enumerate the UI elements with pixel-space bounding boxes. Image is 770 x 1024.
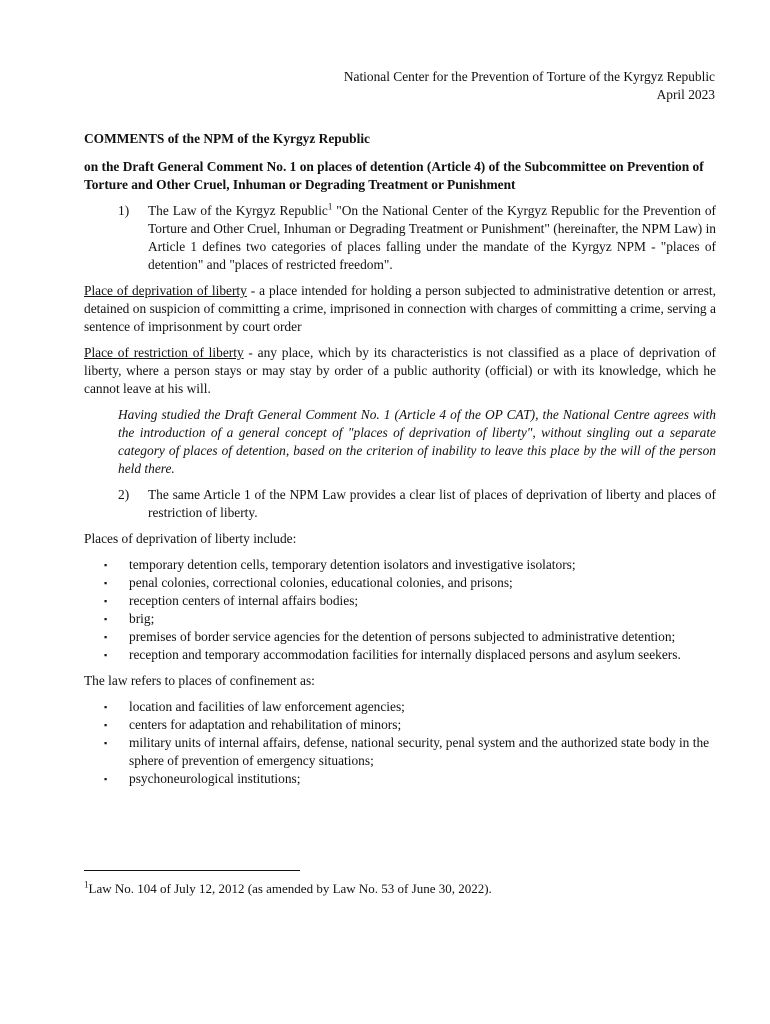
bullet-icon: ▪ (104, 650, 108, 660)
footnote-divider (84, 870, 300, 871)
footnote (84, 880, 492, 898)
list-intro-confinement: The law refers to places of confinement as: (84, 673, 315, 688)
list-item: ▪ penal colonies, correctional colonies, educational colonies, and prisons; (104, 575, 513, 590)
definition-term: Place of deprivation of liberty (84, 283, 247, 298)
item-number: 2) (118, 487, 130, 502)
numbered-item-2 (84, 486, 716, 522)
footnote-mark: 1 (84, 879, 89, 890)
bullet-icon: ▪ (104, 632, 108, 642)
definition-deprivation (84, 282, 716, 336)
item-text: The same Article 1 of the NPM Law provides a clear list of places of deprivation of liberty and places of restriction of liberty. (148, 487, 716, 520)
list-item: ▪ location and facilities of law enforcement agencies; (104, 699, 405, 714)
definition-term: Place of restriction of liberty (84, 345, 244, 360)
definition-text: - any place, which by its characteristics is not classified as a place of deprivation of liberty, where a person stays or may stay by order of a public authority (official) or with its knowledge, which he cannot leave at his will. (84, 345, 716, 396)
header-date: April 2023 (656, 87, 715, 102)
list-item: ▪ temporary detention cells, temporary detention isolators and investigative isolators; (104, 557, 576, 572)
document-title: COMMENTS of the NPM of the Kyrgyz Republic (84, 131, 371, 146)
list-item: ▪ military units of internal affairs, defense, national security, penal system and the authorized state body in the sphere of prevention of emergency situations; (104, 735, 710, 768)
list-confinement (84, 698, 716, 788)
bullet-icon: ▪ (104, 614, 108, 624)
item-text-cont: "On the National Center of the Kyrgyz Republic for the Prevention of Torture and Other Cruel, Inhuman or Degrading Treatment or Punishment" (hereinafter, the NPM Law) in Article 1 defines two categories of places falling under the mandate of the Kyrgyz NPM - "places of detention" and "places of restricted freedom". (148, 203, 716, 272)
list-item: ▪ reception centers of internal affairs bodies; (104, 593, 359, 608)
bullet-icon: ▪ (104, 774, 108, 784)
list-item: ▪ reception and temporary accommodation facilities for internally displaced persons and asylum seekers. (104, 647, 681, 662)
list-item: ▪ psychoneurological institutions; (104, 771, 301, 786)
document-body (84, 130, 716, 796)
bullet-icon: ▪ (104, 738, 108, 748)
list-item: ▪ centers for adaptation and rehabilitation of minors; (104, 717, 402, 732)
list-deprivation (84, 556, 716, 664)
list-item: ▪ brig; (104, 611, 155, 626)
definition-restriction (84, 344, 716, 398)
bullet-icon: ▪ (104, 596, 108, 606)
document-header (344, 68, 715, 104)
bullet-icon: ▪ (104, 702, 108, 712)
definition-text: - a place intended for holding a person subjected to administrative detention or arrest, detained on suspicion of committing a crime, imprisoned in connection with charges of committing a crime, serving a sentence of imprisonment by court order (84, 283, 716, 334)
item-text: The Law of the Kyrgyz Republic (148, 203, 328, 218)
italic-commentary: Having studied the Draft General Comment No. 1 (Article 4 of the OP CAT), the National Centre agrees with the introduction of a general concept of "places of deprivation of liberty", without singling out a separate category of places of detention, based on the criterion of inability to leave this place by the will of the person held there. (118, 407, 716, 476)
bullet-icon: ▪ (104, 720, 108, 730)
footnote-ref: 1 (327, 201, 333, 212)
list-item: ▪ premises of border service agencies for the detention of persons subjected to administrative detention; (104, 629, 676, 644)
footnote-text: Law No. 104 of July 12, 2012 (as amended by Law No. 53 of June 30, 2022). (88, 881, 492, 896)
bullet-icon: ▪ (104, 560, 108, 570)
header-organization: National Center for the Prevention of Torture of the Kyrgyz Republic (343, 69, 715, 84)
list-intro-deprivation: Places of deprivation of liberty include: (84, 531, 297, 546)
item-number: 1) (118, 203, 130, 218)
document-subtitle: on the Draft General Comment No. 1 on places of detention (Article 4) of the Subcommittee on Prevention of Torture and Other Cruel, Inhuman or Degrading Treatment or Punishment (84, 159, 704, 192)
numbered-item-1 (84, 202, 716, 274)
bullet-icon: ▪ (104, 578, 108, 588)
